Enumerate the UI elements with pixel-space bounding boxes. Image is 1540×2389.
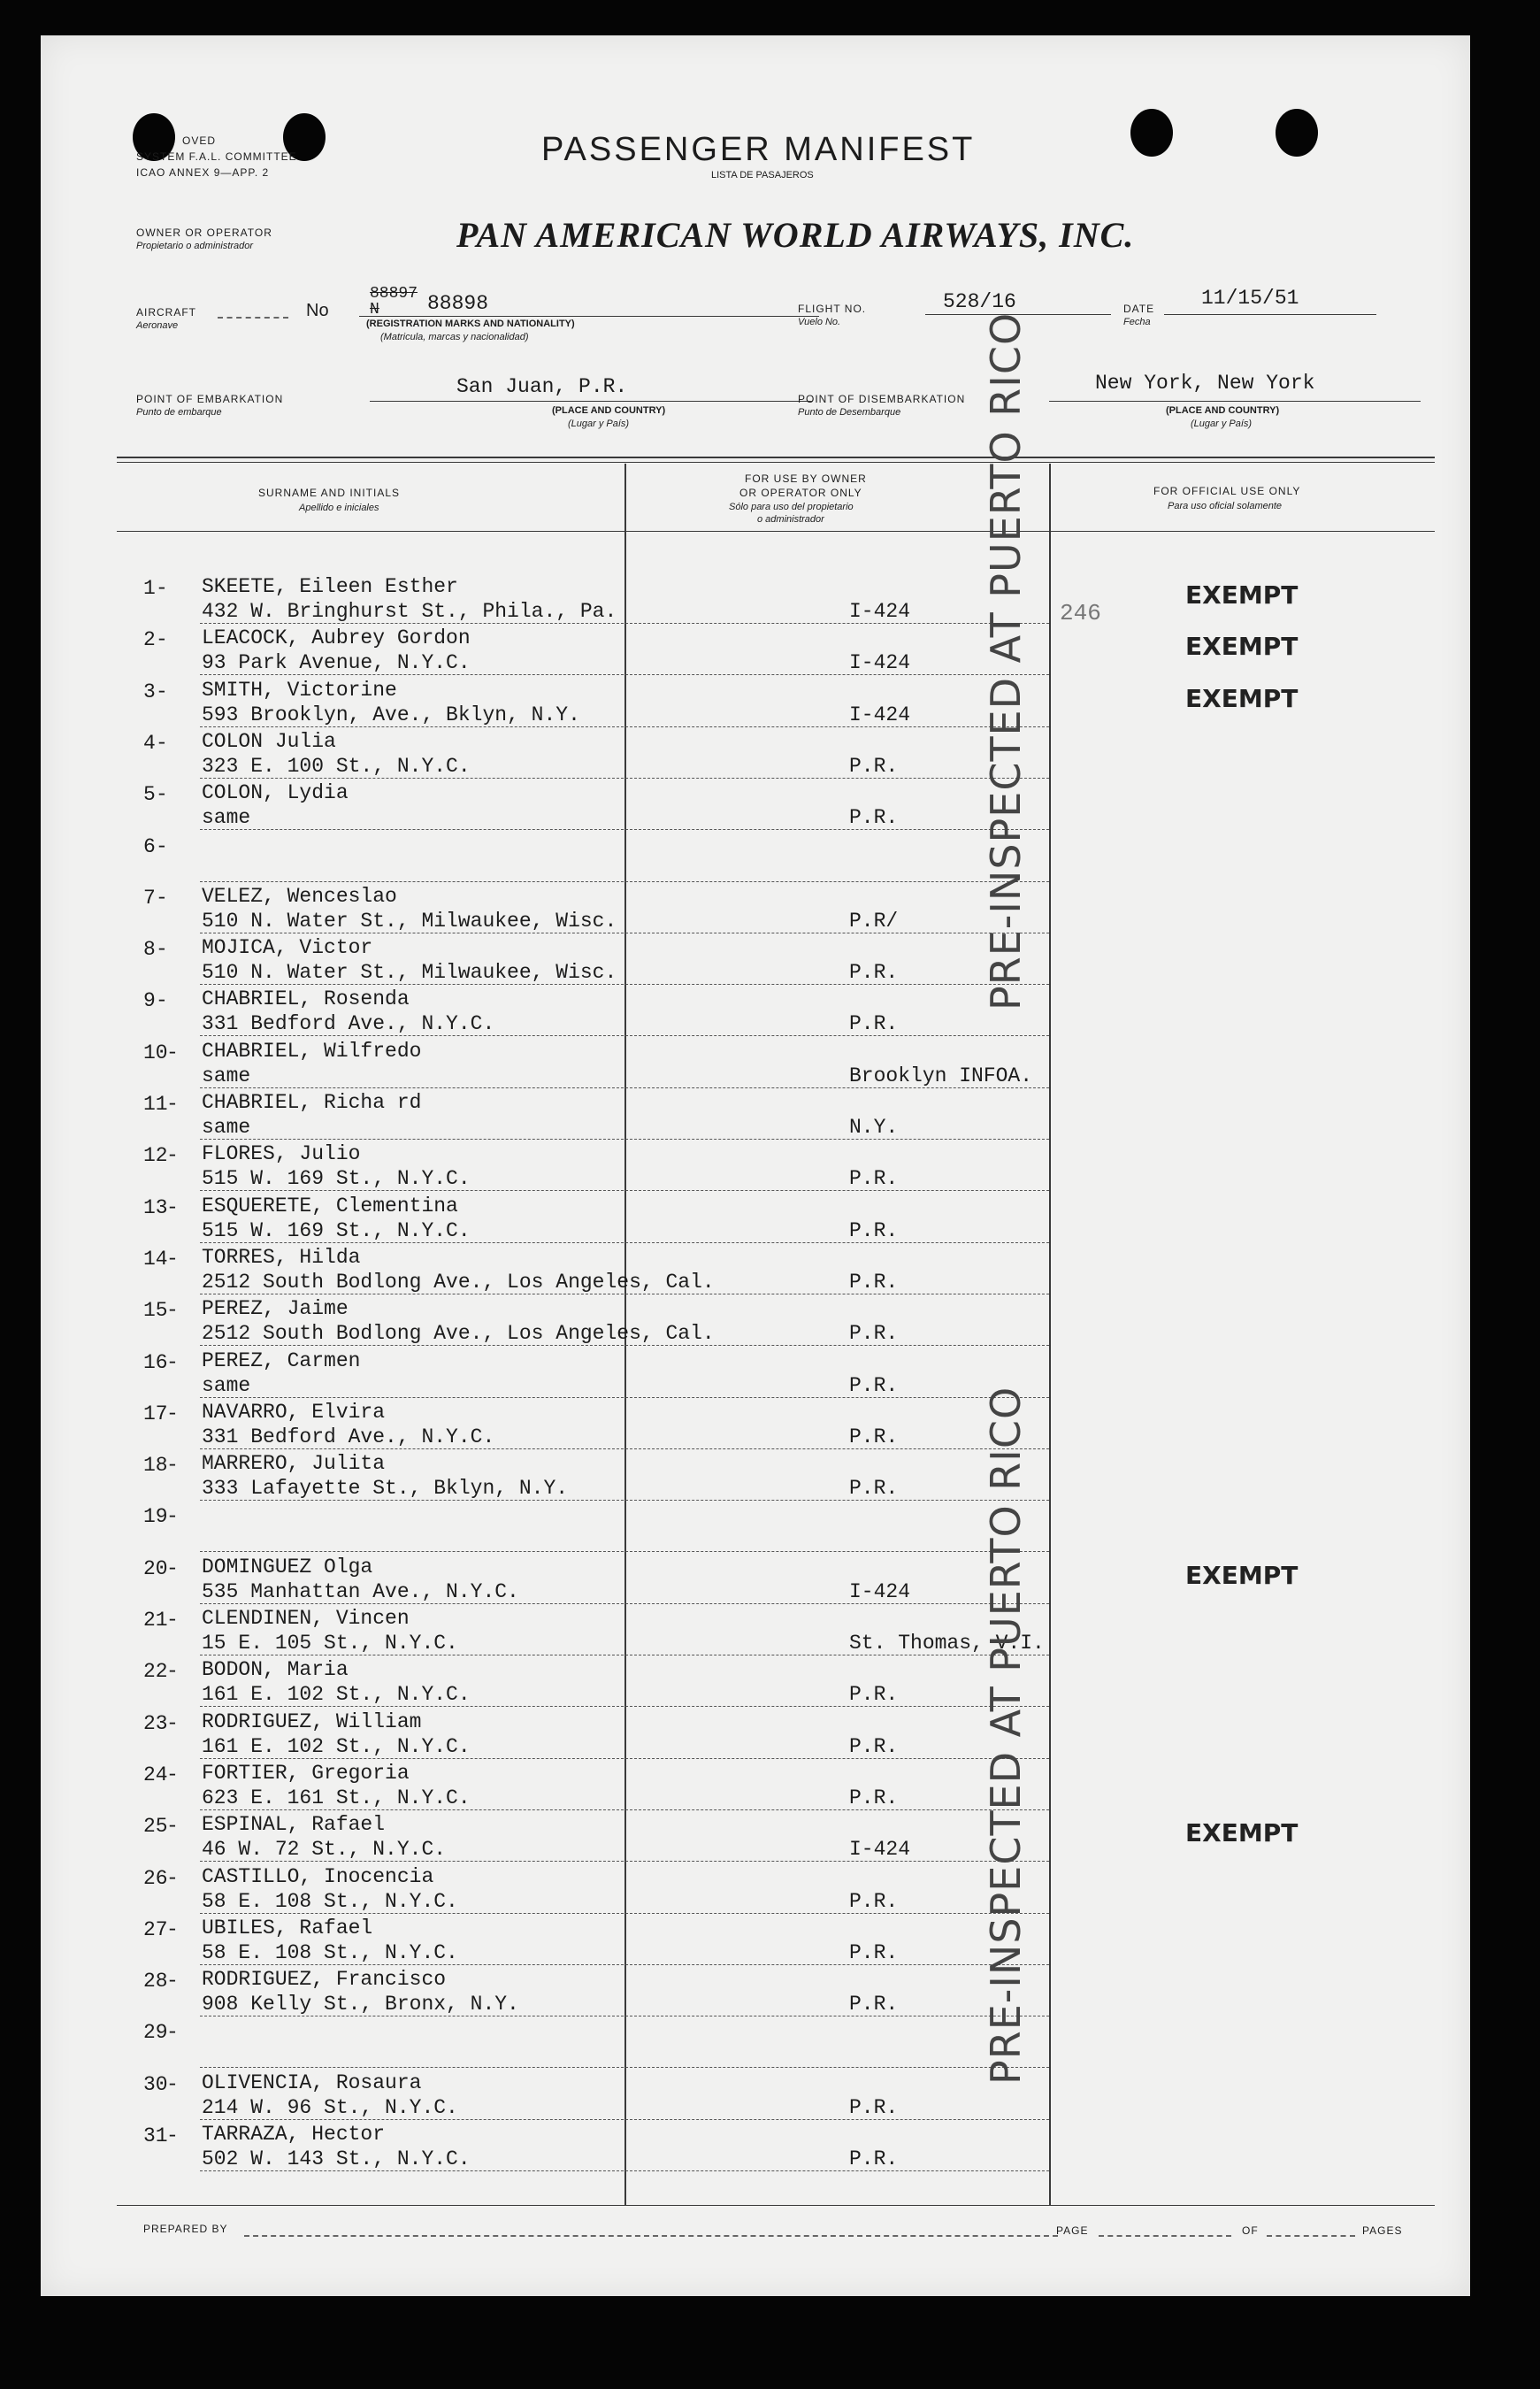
passenger-address: 333 Lafayette St., Bklyn, N.Y.: [202, 1477, 569, 1500]
table-row: [41, 1505, 1470, 1556]
row-number-dash: -: [156, 989, 168, 1012]
row-number: 31: [143, 2124, 168, 2147]
passenger-address: 515 W. 169 St., N.Y.C.: [202, 1167, 471, 1190]
row-rule: [200, 1345, 1049, 1346]
table-row: [41, 938, 1470, 989]
owner-value: PAN AMERICAN WORLD AIRWAYS, INC.: [456, 215, 1135, 255]
owner-code: Brooklyn INFOA.: [849, 1064, 1033, 1087]
embarkation-label-es: Punto de embarque: [136, 407, 222, 418]
page-line: [1099, 2235, 1231, 2237]
passenger-address: 58 E. 108 St., N.Y.C.: [202, 1941, 458, 1964]
passenger-address: 58 E. 108 St., N.Y.C.: [202, 1890, 458, 1913]
row-rule: [200, 1758, 1049, 1759]
row-rule: [200, 1964, 1049, 1965]
table-top-rule-2: [117, 462, 1435, 463]
row-number-dash: -: [166, 1712, 179, 1735]
date-label-es: Fecha: [1123, 317, 1151, 327]
owner-column-header-es: Sólo para uso del propietario: [729, 502, 854, 512]
flight-value: 528/16: [943, 290, 1016, 313]
prepared-by-label: PREPARED BY: [143, 2223, 228, 2235]
passenger-name: CHABRIEL, Rosenda: [202, 987, 410, 1010]
official-mark: EXEMPT: [1185, 684, 1299, 713]
row-number-dash: -: [166, 1248, 179, 1271]
embarkation-value: San Juan, P.R.: [456, 375, 628, 398]
owner-code: I-424: [849, 1580, 911, 1603]
passenger-name: RODRIGUEZ, Francisco: [202, 1968, 447, 1991]
passenger-name: OLIVENCIA, Rosaura: [202, 2071, 422, 2094]
row-number-dash: -: [166, 1970, 179, 1993]
owner-code: P.R.: [849, 1167, 899, 1190]
passenger-address: 323 E. 100 St., N.Y.C.: [202, 755, 471, 778]
row-rule: [200, 1706, 1049, 1707]
passenger-address: 15 E. 105 St., N.Y.C.: [202, 1632, 458, 1655]
row-number: 12: [143, 1144, 168, 1167]
passenger-address: 331 Bedford Ave., N.Y.C.: [202, 1425, 495, 1448]
passenger-name: LEACOCK, Aubrey Gordon: [202, 626, 471, 649]
table-row: [41, 1918, 1470, 1970]
table-row: [41, 1351, 1470, 1402]
disembarkation-label: POINT OF DISEMBARKATION: [798, 393, 966, 405]
passenger-name: CASTILLO, Inocencia: [202, 1865, 434, 1888]
table-row: [41, 732, 1470, 783]
passenger-address: same: [202, 1374, 251, 1397]
row-number: 16: [143, 1351, 168, 1374]
row-number: 18: [143, 1454, 168, 1477]
passenger-name: MARRERO, Julita: [202, 1452, 386, 1475]
table-row: [41, 1196, 1470, 1248]
footer-rule: [117, 2205, 1435, 2206]
flight-label-es: Vuelo No.: [798, 317, 841, 327]
table-row: [41, 2021, 1470, 2072]
row-rule: [200, 2119, 1049, 2120]
owner-code: P.R.: [849, 1786, 899, 1809]
owner-code: P.R.: [849, 1735, 899, 1758]
embarkation-note-es: (Lugar y País): [568, 419, 630, 429]
row-number-dash: -: [166, 1763, 179, 1786]
table-row: [41, 1815, 1470, 1866]
approved-line: OVED: [182, 134, 217, 147]
official-mark: EXEMPT: [1185, 632, 1299, 661]
prepared-by-line: [244, 2235, 1058, 2237]
punch-hole: [1276, 109, 1318, 157]
table-row: [41, 1402, 1470, 1454]
passenger-name: TORRES, Hilda: [202, 1246, 361, 1269]
owner-code: P.R.: [849, 1012, 899, 1035]
table-row: [41, 2073, 1470, 2124]
pre-inspected-stamp-bottom: PRE-INSPECTED AT PUERTO RICO: [982, 1386, 1030, 2085]
row-number: 26: [143, 1867, 168, 1890]
row-number-dash: -: [166, 1454, 179, 1477]
passenger-name: COLON Julia: [202, 730, 336, 753]
date-rule: [1164, 314, 1376, 315]
row-number: 13: [143, 1196, 168, 1219]
row-number-dash: -: [156, 680, 168, 703]
registration-value: 88898: [427, 292, 489, 315]
header-bottom-rule: [117, 531, 1435, 532]
row-number: 29: [143, 2021, 168, 2044]
owner-code: N.Y.: [849, 1116, 899, 1139]
date-label: DATE: [1123, 303, 1155, 315]
passenger-name: FLORES, Julio: [202, 1142, 361, 1165]
passenger-name: NAVARRO, Elvira: [202, 1401, 386, 1424]
row-number-dash: -: [166, 1505, 179, 1528]
owner-code: I-424: [849, 651, 911, 674]
passenger-name: SMITH, Victorine: [202, 679, 397, 702]
name-column-header-es: Apellido e iniciales: [299, 503, 379, 513]
owner-code: P.R.: [849, 2147, 899, 2170]
registration-strike: 88897: [370, 285, 418, 303]
passenger-address: 2512 South Bodlong Ave., Los Angeles, Cal.: [202, 1322, 715, 1345]
official-column-header-es: Para uso oficial solamente: [1168, 501, 1283, 511]
row-number-dash: -: [166, 1402, 179, 1425]
row-rule: [200, 1397, 1049, 1398]
row-number: 2: [143, 628, 156, 651]
embarkation-rule: [370, 401, 812, 402]
flight-label: FLIGHT NO.: [798, 303, 867, 315]
punch-hole: [1130, 109, 1173, 157]
disembarkation-rule: [1049, 401, 1421, 402]
row-number-dash: -: [166, 1660, 179, 1683]
row-number: 4: [143, 732, 156, 755]
page-label: PAGE: [1056, 2224, 1089, 2237]
row-rule: [200, 1448, 1049, 1449]
dotted-line: [218, 317, 288, 319]
owner-column-header-es-2: o administrador: [757, 514, 824, 525]
row-rule: [200, 1190, 1049, 1191]
row-number: 28: [143, 1970, 168, 1993]
passenger-address: 510 N. Water St., Milwaukee, Wisc.: [202, 910, 617, 933]
disembarkation-note: (PLACE AND COUNTRY): [1166, 405, 1280, 416]
registration-note: (REGISTRATION MARKS AND NATIONALITY): [366, 319, 575, 329]
passenger-address: 535 Manhattan Ave., N.Y.C.: [202, 1580, 519, 1603]
passenger-address: 2512 South Bodlong Ave., Los Angeles, Cal.: [202, 1271, 715, 1294]
passenger-address: 510 N. Water St., Milwaukee, Wisc.: [202, 961, 617, 984]
table-row: [41, 1763, 1470, 1815]
table-row: [41, 1093, 1470, 1144]
row-number-dash: -: [166, 1144, 179, 1167]
table-row: [41, 1299, 1470, 1350]
owner-code: P.R.: [849, 1322, 899, 1345]
owner-label: OWNER OR OPERATOR: [136, 227, 272, 239]
passenger-address: 502 W. 143 St., N.Y.C.: [202, 2147, 471, 2170]
table-row: [41, 2124, 1470, 2176]
row-number-dash: -: [156, 835, 168, 858]
of-line: [1267, 2235, 1355, 2237]
owner-code: P.R.: [849, 1271, 899, 1294]
aircraft-label-es: Aeronave: [136, 320, 179, 331]
row-number: 24: [143, 1763, 168, 1786]
passenger-name: SKEETE, Eileen Esther: [202, 575, 458, 598]
owner-code: P.R.: [849, 2096, 899, 2119]
table-row: [41, 1557, 1470, 1609]
row-number-dash: -: [166, 1557, 179, 1580]
row-rule: [200, 881, 1049, 882]
row-number: 1: [143, 577, 156, 600]
embarkation-note: (PLACE AND COUNTRY): [552, 405, 666, 416]
table-row: [41, 577, 1470, 628]
row-number-dash: -: [166, 1351, 179, 1374]
date-value: 11/15/51: [1201, 287, 1299, 310]
row-number-dash: -: [166, 2021, 179, 2044]
owner-code: P.R.: [849, 1993, 899, 2016]
row-rule: [200, 984, 1049, 985]
table-row: [41, 835, 1470, 887]
table-row: [41, 1660, 1470, 1711]
registration-strike-prefix: N: [370, 301, 379, 319]
row-number-dash: -: [166, 2073, 179, 2096]
row-number-dash: -: [166, 2124, 179, 2147]
icao-line: ICAO ANNEX 9—APP. 2: [136, 166, 270, 179]
passenger-address: 593 Brooklyn, Ave., Bklyn, N.Y.: [202, 703, 580, 726]
row-number-dash: -: [166, 1196, 179, 1219]
table-row: [41, 1712, 1470, 1763]
row-number: 15: [143, 1299, 168, 1322]
passenger-name: UBILES, Rafael: [202, 1917, 373, 1940]
row-number: 14: [143, 1248, 168, 1271]
passenger-address: 214 W. 96 St., N.Y.C.: [202, 2096, 458, 2119]
system-line: SYSTEM F.A.L. COMMITTEE: [136, 150, 297, 163]
passenger-name: COLON, Lydia: [202, 781, 349, 804]
owner-code: I-424: [849, 1838, 911, 1861]
row-number-dash: -: [166, 1299, 179, 1322]
passenger-name: VELEZ, Wenceslao: [202, 885, 397, 908]
passenger-address: 623 E. 161 St., N.Y.C.: [202, 1786, 471, 1809]
passenger-name: RODRIGUEZ, William: [202, 1710, 422, 1733]
row-rule: [200, 1861, 1049, 1862]
passenger-address: 93 Park Avenue, N.Y.C.: [202, 651, 471, 674]
row-rule: [200, 778, 1049, 779]
table-top-rule: [117, 457, 1435, 458]
passenger-name: CHABRIEL, Richa rd: [202, 1091, 422, 1114]
official-mark: EXEMPT: [1185, 1561, 1299, 1590]
row-rule: [200, 1139, 1049, 1140]
table-row: [41, 1454, 1470, 1505]
row-number: 17: [143, 1402, 168, 1425]
table-row: [41, 628, 1470, 680]
row-number: 7: [143, 887, 156, 910]
name-column-header: SURNAME AND INITIALS: [258, 487, 401, 499]
owner-column-header-2: OR OPERATOR ONLY: [739, 487, 862, 499]
row-number: 30: [143, 2073, 168, 2096]
row-number: 10: [143, 1041, 168, 1064]
passenger-name: FORTIER, Gregoria: [202, 1762, 410, 1785]
passenger-address: 161 E. 102 St., N.Y.C.: [202, 1683, 471, 1706]
row-rule: [200, 1500, 1049, 1501]
owner-code: St. Thomas, V.I.: [849, 1632, 1045, 1655]
disembarkation-note-es: (Lugar y País): [1191, 419, 1253, 429]
owner-label-es: Propietario o administrador: [136, 241, 254, 251]
official-column-header: FOR OFFICIAL USE ONLY: [1153, 485, 1301, 497]
passenger-address: same: [202, 806, 251, 829]
row-number-dash: -: [166, 1867, 179, 1890]
aircraft-label: AIRCRAFT: [136, 306, 196, 319]
passenger-address: 46 W. 72 St., N.Y.C.: [202, 1838, 447, 1861]
row-number: 25: [143, 1815, 168, 1838]
row-number: 22: [143, 1660, 168, 1683]
table-row: [41, 887, 1470, 938]
row-rule: [200, 1087, 1049, 1088]
page-title: PASSENGER MANIFEST: [541, 131, 976, 168]
passenger-name: CLENDINEN, Vincen: [202, 1607, 410, 1630]
table-row: [41, 680, 1470, 732]
row-rule: [200, 1913, 1049, 1914]
owner-code: I-424: [849, 703, 911, 726]
row-number-dash: -: [156, 628, 168, 651]
passenger-address: 515 W. 169 St., N.Y.C.: [202, 1219, 471, 1242]
passenger-name: DOMINGUEZ Olga: [202, 1556, 373, 1579]
official-mark: EXEMPT: [1185, 580, 1299, 610]
owner-code: P.R.: [849, 1890, 899, 1913]
row-number: 23: [143, 1712, 168, 1735]
passenger-name: ESQUERETE, Clementina: [202, 1194, 458, 1218]
row-number: 27: [143, 1918, 168, 1941]
of-label: OF: [1242, 2224, 1259, 2237]
row-number-dash: -: [156, 887, 168, 910]
owner-code: P.R/: [849, 910, 899, 933]
row-number-dash: -: [166, 1093, 179, 1116]
page-subtitle: LISTA DE PASAJEROS: [711, 170, 814, 181]
manifest-sheet: [41, 35, 1470, 2296]
row-rule: [200, 1603, 1049, 1604]
embarkation-label: POINT OF EMBARKATION: [136, 393, 284, 405]
passenger-address: 432 W. Bringhurst St., Phila., Pa.: [202, 600, 617, 623]
passenger-address: 331 Bedford Ave., N.Y.C.: [202, 1012, 495, 1035]
table-row: [41, 1609, 1470, 1660]
table-row: [41, 1248, 1470, 1299]
row-number: 9: [143, 989, 156, 1012]
table-row: [41, 1867, 1470, 1918]
row-rule: [200, 726, 1049, 727]
row-number-dash: -: [166, 1041, 179, 1064]
row-number: 19: [143, 1505, 168, 1528]
owner-code: P.R.: [849, 755, 899, 778]
passenger-name: CHABRIEL, Wilfredo: [202, 1040, 422, 1063]
passenger-address: same: [202, 1064, 251, 1087]
row-number: 5: [143, 783, 156, 806]
row-number-dash: -: [156, 783, 168, 806]
passenger-address: 161 E. 102 St., N.Y.C.: [202, 1735, 471, 1758]
owner-code: P.R.: [849, 806, 899, 829]
table-row: [41, 1970, 1470, 2021]
passenger-name: ESPINAL, Rafael: [202, 1813, 386, 1836]
pre-inspected-stamp-top: PRE-INSPECTED AT PUERTO RICO: [982, 311, 1030, 1010]
row-number: 20: [143, 1557, 168, 1580]
row-number-dash: -: [166, 1815, 179, 1838]
row-rule: [200, 623, 1049, 624]
no-label: No: [306, 301, 329, 320]
row-number: 11: [143, 1093, 168, 1116]
registration-rule: [359, 316, 819, 317]
passenger-name: PEREZ, Carmen: [202, 1349, 361, 1372]
owner-code: P.R.: [849, 1477, 899, 1500]
row-number: 21: [143, 1609, 168, 1632]
registration-note-es: (Matricula, marcas y nacionalidad): [380, 332, 529, 342]
row-number-dash: -: [156, 938, 168, 961]
passenger-name: BODON, Maria: [202, 1658, 349, 1681]
owner-code: P.R.: [849, 1683, 899, 1706]
owner-code: P.R.: [849, 1425, 899, 1448]
row-rule: [200, 1551, 1049, 1552]
disembarkation-label-es: Punto de Desembarque: [798, 407, 901, 418]
owner-code: I-424: [849, 600, 911, 623]
row-rule: [200, 2067, 1049, 2068]
row-number-dash: -: [156, 732, 168, 755]
row-rule: [200, 1809, 1049, 1810]
row-number: 3: [143, 680, 156, 703]
table-row: [41, 1041, 1470, 1093]
row-rule: [200, 674, 1049, 675]
owner-code: P.R.: [849, 961, 899, 984]
row-rule: [200, 2170, 1049, 2171]
table-row: [41, 989, 1470, 1041]
table-row: [41, 783, 1470, 834]
row-number-dash: -: [166, 1609, 179, 1632]
disembarkation-value: New York, New York: [1095, 372, 1315, 395]
owner-code: P.R.: [849, 1941, 899, 1964]
passenger-address: same: [202, 1116, 251, 1139]
row-number: 8: [143, 938, 156, 961]
passenger-name: MOJICA, Victor: [202, 936, 373, 959]
row-number-dash: -: [156, 577, 168, 600]
pages-label: PAGES: [1362, 2224, 1403, 2237]
owner-code: P.R.: [849, 1374, 899, 1397]
row-rule: [200, 829, 1049, 830]
owner-code: P.R.: [849, 1219, 899, 1242]
row-rule: [200, 1035, 1049, 1036]
official-mark: EXEMPT: [1185, 1818, 1299, 1847]
table-row: [41, 1144, 1470, 1195]
passenger-name: PEREZ, Jaime: [202, 1297, 349, 1320]
row-rule: [200, 1242, 1049, 1243]
passenger-address: 908 Kelly St., Bronx, N.Y.: [202, 1993, 519, 2016]
row-number-dash: -: [166, 1918, 179, 1941]
owner-column-header: FOR USE BY OWNER: [745, 472, 867, 485]
row-number: 6: [143, 835, 156, 858]
side-number: 246: [1060, 600, 1101, 626]
passenger-name: TARRAZA, Hector: [202, 2123, 386, 2146]
